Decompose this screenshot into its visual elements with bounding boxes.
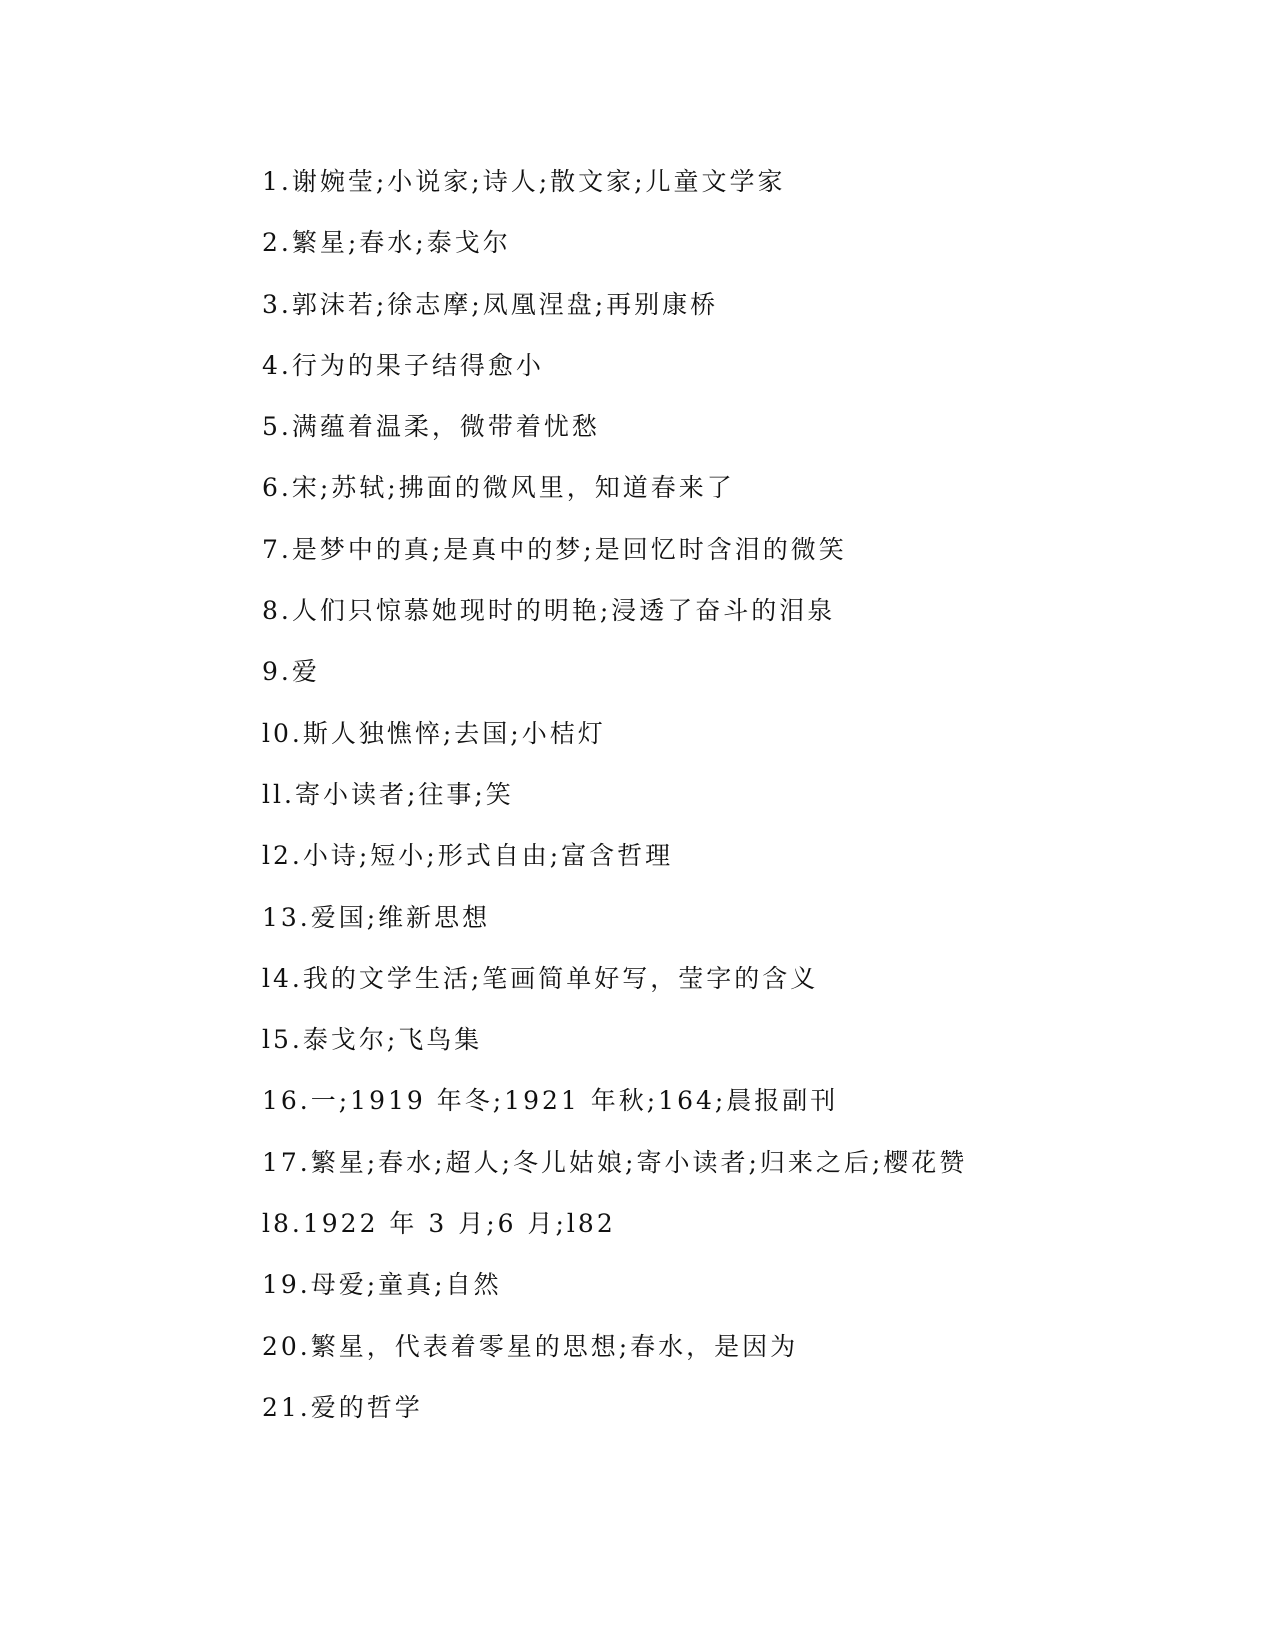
answer-line-7: 7.是梦中的真;是真中的梦;是回忆时含泪的微笑 <box>262 534 847 564</box>
answer-line-14: l4.我的文学生活;笔画简单好写，莹字的含义 <box>262 963 819 993</box>
answer-line-20: 20.繁星，代表着零星的思想;春水，是因为 <box>262 1331 799 1361</box>
answer-line-12: l2.小诗;短小;形式自由;富含哲理 <box>262 841 674 871</box>
answer-line-1: 1.谢婉莹;小说家;诗人;散文家;儿童文学家 <box>262 167 786 196</box>
answer-line-16: 16.一;1919 年冬;1921 年秋;164;晨报副刊 <box>262 1086 839 1116</box>
answer-line-18: l8.1922 年 3 月;6 月;l82 <box>262 1209 616 1239</box>
answer-line-10: l0.斯人独憔悴;去国;小桔灯 <box>262 718 606 748</box>
answer-list <box>262 164 967 1451</box>
answer-line-8: 8.人们只惊慕她现时的明艳;浸透了奋斗的泪泉 <box>262 596 836 626</box>
answer-line-21: 21.爱的哲学 <box>262 1392 423 1422</box>
answer-line-4: 4.行为的果子结得愈小 <box>262 350 544 380</box>
answer-line-3: 3.郭沫若;徐志摩;凤凰涅盘;再别康桥 <box>262 289 719 319</box>
answer-line-11: ll.寄小读者;往事;笑 <box>262 779 514 809</box>
answer-line-17: 17.繁星;春水;超人;冬儿姑娘;寄小读者;归来之后;樱花赞 <box>262 1147 968 1177</box>
answer-line-6: 6.宋;苏轼;拂面的微风里，知道春来了 <box>262 473 735 503</box>
answer-line-13: 13.爱国;维新思想 <box>262 902 491 932</box>
answer-line-15: l5.泰戈尔;飞鸟集 <box>262 1025 483 1055</box>
answer-line-5: 5.满蕴着温柔，微带着忧愁 <box>262 412 600 442</box>
answer-line-9: 9.爱 <box>262 657 320 687</box>
answer-line-19: 19.母爱;童真;自然 <box>262 1270 502 1300</box>
answer-line-2: 2.繁星;春水;泰戈尔 <box>262 228 511 258</box>
